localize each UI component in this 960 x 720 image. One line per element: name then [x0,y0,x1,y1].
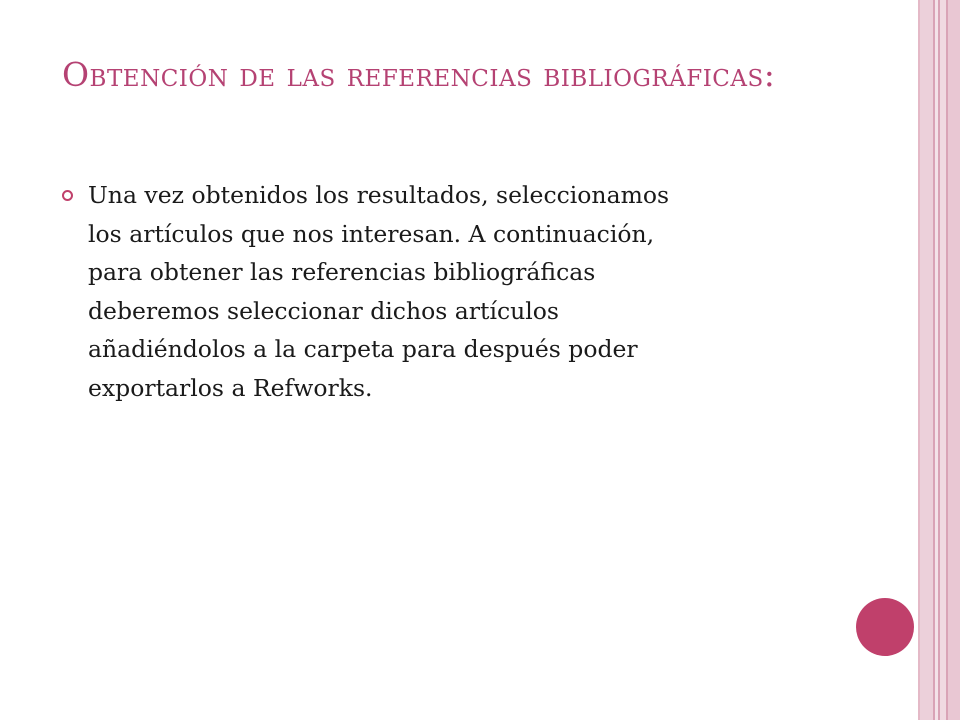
bullet-circle-icon [62,190,73,201]
bullet-item [62,176,832,407]
side-stripe [948,0,960,720]
bullet-list [62,176,832,407]
bullet-text: Una vez obtenidos los resultados, seleccionamos los artículos que nos interesan. A continuación, para obtener las referencias bibliográficas deberemos seleccionar dichos artículos añadiéndolos a la carpeta para después poder exportarlos a Refworks. [88,181,670,402]
slide-title: Obtención de las referencias bibliográficas: [62,55,776,94]
decorative-circle [856,598,914,656]
side-stripe [920,0,933,720]
